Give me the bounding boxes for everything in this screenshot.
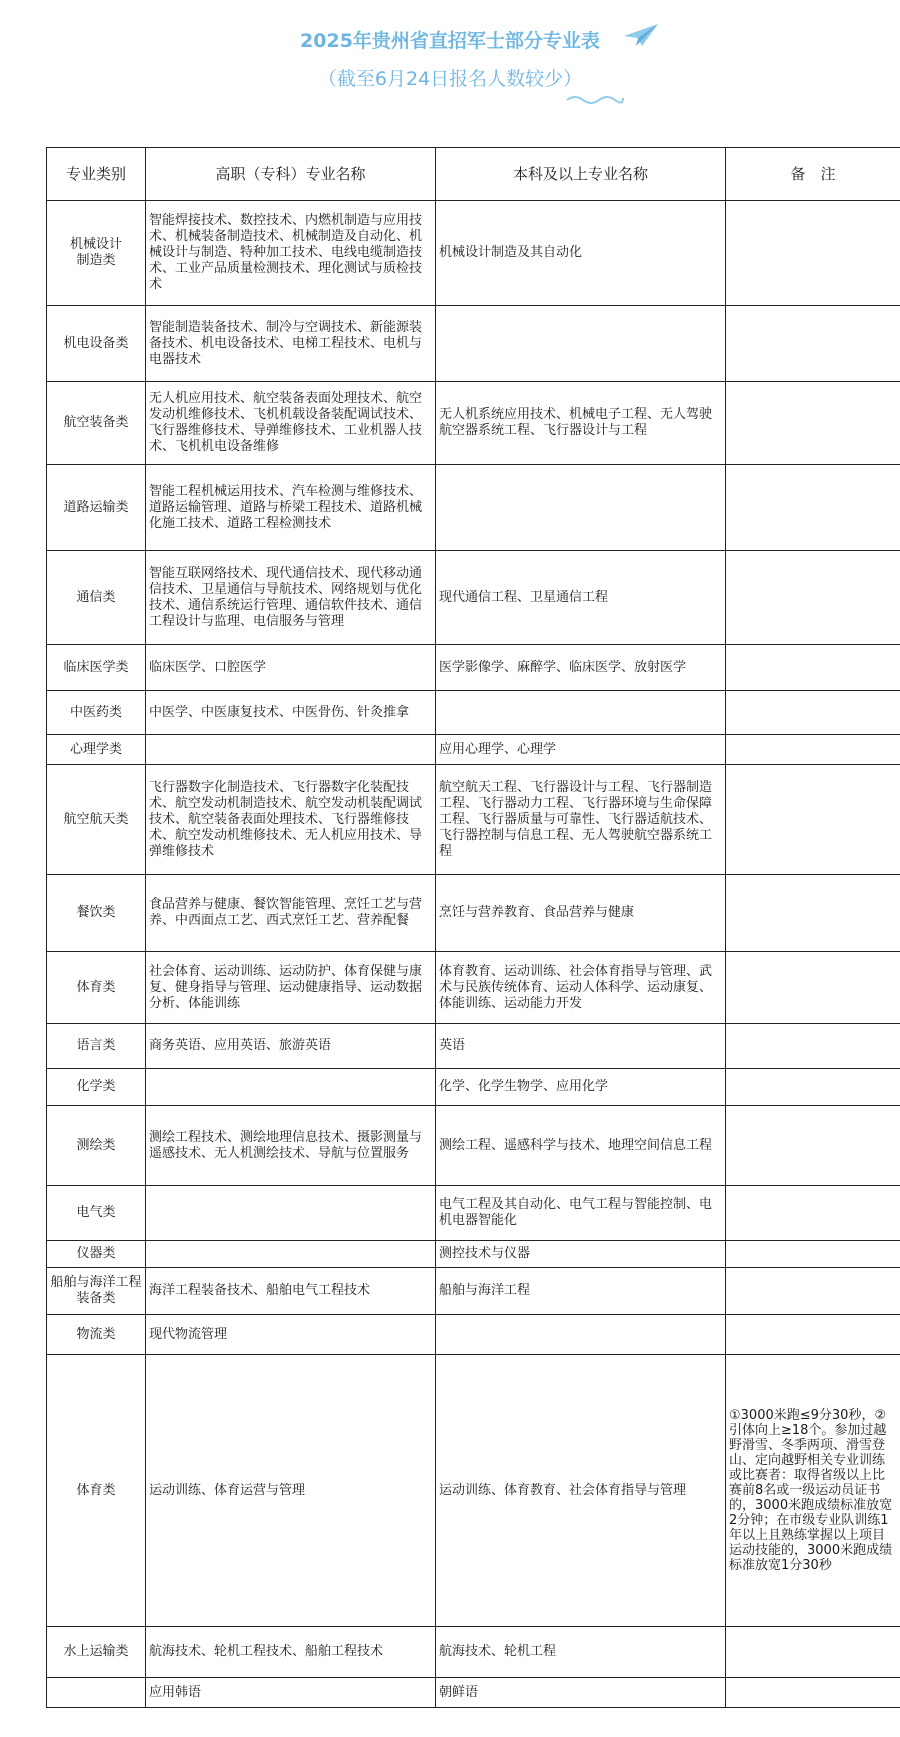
undergrad-cell: 电气工程及其自动化、电气工程与智能控制、电机电器智能化 bbox=[436, 1186, 726, 1241]
vocational-cell bbox=[146, 735, 436, 765]
table-row bbox=[47, 1106, 900, 1186]
paper-plane-icon bbox=[622, 22, 660, 48]
undergrad-cell: 朝鲜语 bbox=[436, 1678, 726, 1708]
undergrad-cell: 应用心理学、心理学 bbox=[436, 735, 726, 765]
vocational-cell: 海洋工程装备技术、船舶电气工程技术 bbox=[146, 1268, 436, 1315]
undergrad-cell: 航海技术、轮机工程 bbox=[436, 1627, 726, 1678]
undergrad-cell: 机械设计制造及其自动化 bbox=[436, 201, 726, 306]
category-cell: 心理学类 bbox=[47, 735, 146, 765]
table-row bbox=[47, 765, 900, 875]
vocational-cell: 无人机应用技术、航空装备表面处理技术、航空发动机维修技术、飞机机载设备装配调试技术、飞行器维修技术、导弹维修技术、工业机器人技术、飞机机电设备维修 bbox=[146, 382, 436, 465]
undergrad-cell bbox=[436, 691, 726, 735]
vocational-cell: 社会体育、运动训练、运动防护、体育保健与康复、健身指导与管理、运动健康指导、运动数据分析、体能训练 bbox=[146, 952, 436, 1024]
note-cell bbox=[726, 382, 900, 465]
category-cell: 航空航天类 bbox=[47, 765, 146, 875]
note-cell bbox=[726, 645, 900, 691]
table-row bbox=[47, 735, 900, 765]
undergrad-cell: 航空航天工程、飞行器设计与工程、飞行器制造工程、飞行器动力工程、飞行器环境与生命保障工程、飞行器质量与可靠性、飞行器适航技术、飞行器控制与信息工程、无人驾驶航空器系统工程 bbox=[436, 765, 726, 875]
note-cell bbox=[726, 1024, 900, 1069]
note-cell bbox=[726, 1268, 900, 1315]
category-cell: 语言类 bbox=[47, 1024, 146, 1069]
category-cell: 仪器类 bbox=[47, 1241, 146, 1268]
undergrad-cell: 医学影像学、麻醉学、临床医学、放射医学 bbox=[436, 645, 726, 691]
table-header-row bbox=[47, 148, 900, 201]
category-cell: 水上运输类 bbox=[47, 1627, 146, 1678]
vocational-cell: 应用韩语 bbox=[146, 1678, 436, 1708]
note-cell bbox=[726, 1069, 900, 1106]
undergrad-cell: 无人机系统应用技术、机械电子工程、无人驾驶航空器系统工程、飞行器设计与工程 bbox=[436, 382, 726, 465]
vocational-cell: 食品营养与健康、餐饮智能管理、烹饪工艺与营养、中西面点工艺、西式烹饪工艺、营养配餐 bbox=[146, 875, 436, 952]
category-cell: 航空装备类 bbox=[47, 382, 146, 465]
wave-decoration-icon bbox=[565, 92, 625, 106]
note-cell bbox=[726, 691, 900, 735]
undergrad-cell: 现代通信工程、卫星通信工程 bbox=[436, 551, 726, 645]
vocational-cell: 飞行器数字化制造技术、飞行器数字化装配技术、航空发动机制造技术、航空发动机装配调试技术、航空装备表面处理技术、飞行器维修技术、航空发动机维修技术、无人机应用技术、导弹维修技术 bbox=[146, 765, 436, 875]
note-cell bbox=[726, 551, 900, 645]
note-cell bbox=[726, 1627, 900, 1678]
note-cell bbox=[726, 875, 900, 952]
table-row bbox=[47, 1315, 900, 1355]
undergrad-cell bbox=[436, 465, 726, 551]
vocational-cell: 智能焊接技术、数控技术、内燃机制造与应用技术、机械装备制造技术、机械制造及自动化、机械设计与制造、特种加工技术、电线电缆制造技术、工业产品质量检测技术、理化测试与质检技术 bbox=[146, 201, 436, 306]
vocational-cell bbox=[146, 1241, 436, 1268]
column-header-note: 备 注 bbox=[726, 148, 900, 201]
undergrad-cell bbox=[436, 306, 726, 382]
table-row bbox=[47, 1268, 900, 1315]
vocational-cell: 智能工程机械运用技术、汽车检测与维修技术、道路运输管理、道路与桥梁工程技术、道路机械化施工技术、道路工程检测技术 bbox=[146, 465, 436, 551]
category-cell: 临床医学类 bbox=[47, 645, 146, 691]
undergrad-cell: 烹饪与营养教育、食品营养与健康 bbox=[436, 875, 726, 952]
vocational-cell bbox=[146, 1186, 436, 1241]
category-cell: 船舶与海洋工程装备类 bbox=[47, 1268, 146, 1315]
table-row bbox=[47, 691, 900, 735]
majors-table bbox=[46, 147, 900, 1708]
vocational-cell bbox=[146, 1069, 436, 1106]
vocational-cell: 智能制造装备技术、制冷与空调技术、新能源装备技术、机电设备技术、电梯工程技术、电机与电器技术 bbox=[146, 306, 436, 382]
vocational-cell: 临床医学、口腔医学 bbox=[146, 645, 436, 691]
page-title: 2025年贵州省直招军士部分专业表 bbox=[300, 30, 600, 52]
vocational-cell: 测绘工程技术、测绘地理信息技术、摄影测量与遥感技术、无人机测绘技术、导航与位置服务 bbox=[146, 1106, 436, 1186]
note-cell bbox=[726, 1106, 900, 1186]
category-cell: 机械设计 制造类 bbox=[47, 201, 146, 306]
undergrad-cell: 体育教育、运动训练、社会体育指导与管理、武术与民族传统体育、运动人体科学、运动康复、体能训练、运动能力开发 bbox=[436, 952, 726, 1024]
table-row bbox=[47, 952, 900, 1024]
undergrad-cell: 化学、化学生物学、应用化学 bbox=[436, 1069, 726, 1106]
note-cell bbox=[726, 735, 900, 765]
category-cell: 餐饮类 bbox=[47, 875, 146, 952]
table-row bbox=[47, 382, 900, 465]
table-row bbox=[47, 551, 900, 645]
table-row bbox=[47, 1355, 900, 1627]
table-row bbox=[47, 1186, 900, 1241]
vocational-cell: 商务英语、应用英语、旅游英语 bbox=[146, 1024, 436, 1069]
vocational-cell: 运动训练、体育运营与管理 bbox=[146, 1355, 436, 1627]
category-cell: 道路运输类 bbox=[47, 465, 146, 551]
table-row bbox=[47, 201, 900, 306]
undergrad-cell: 运动训练、体育教育、社会体育指导与管理 bbox=[436, 1355, 726, 1627]
note-cell bbox=[726, 952, 900, 1024]
vocational-cell: 航海技术、轮机工程技术、船舶工程技术 bbox=[146, 1627, 436, 1678]
column-header-vocational: 高职（专科）专业名称 bbox=[146, 148, 436, 201]
page-subtitle: （截至6月24日报名人数较少） bbox=[317, 68, 583, 90]
undergrad-cell: 英语 bbox=[436, 1024, 726, 1069]
undergrad-cell: 测绘工程、遥感科学与技术、地理空间信息工程 bbox=[436, 1106, 726, 1186]
note-cell bbox=[726, 1186, 900, 1241]
undergrad-cell bbox=[436, 1315, 726, 1355]
table-row bbox=[47, 1024, 900, 1069]
note-cell bbox=[726, 1241, 900, 1268]
table-row bbox=[47, 1241, 900, 1268]
note-cell bbox=[726, 201, 900, 306]
vocational-cell: 现代物流管理 bbox=[146, 1315, 436, 1355]
vocational-cell: 中医学、中医康复技术、中医骨伤、针灸推拿 bbox=[146, 691, 436, 735]
category-cell: 测绘类 bbox=[47, 1106, 146, 1186]
table-row bbox=[47, 645, 900, 691]
category-cell: 化学类 bbox=[47, 1069, 146, 1106]
category-cell: 电气类 bbox=[47, 1186, 146, 1241]
category-cell: 体育类 bbox=[47, 952, 146, 1024]
note-cell bbox=[726, 1678, 900, 1708]
table-row bbox=[47, 1678, 900, 1708]
undergrad-cell: 船舶与海洋工程 bbox=[436, 1268, 726, 1315]
category-cell: 机电设备类 bbox=[47, 306, 146, 382]
category-cell: 体育类 bbox=[47, 1355, 146, 1627]
table-row bbox=[47, 306, 900, 382]
category-cell bbox=[47, 1678, 146, 1708]
note-cell bbox=[726, 306, 900, 382]
table-row bbox=[47, 1069, 900, 1106]
undergrad-cell: 测控技术与仪器 bbox=[436, 1241, 726, 1268]
table-row bbox=[47, 875, 900, 952]
note-cell: ①3000米跑≤9分30秒，②引体向上≥18个。参加过越野滑雪、冬季两项、滑雪登山、定向越野相关专业训练或比赛者：取得省级以上比赛前8名或一级运动员证书的，3000米跑成绩标准放宽2分钟；在市级专业队训练1年以上且熟练掌握以上项目运动技能的，3000米跑成绩标准放宽1分30秒 bbox=[726, 1355, 900, 1627]
column-header-category: 专业类别 bbox=[47, 148, 146, 201]
table-row bbox=[47, 1627, 900, 1678]
category-cell: 中医药类 bbox=[47, 691, 146, 735]
category-cell: 物流类 bbox=[47, 1315, 146, 1355]
category-cell: 通信类 bbox=[47, 551, 146, 645]
table-row bbox=[47, 465, 900, 551]
note-cell bbox=[726, 465, 900, 551]
vocational-cell: 智能互联网络技术、现代通信技术、现代移动通信技术、卫星通信与导航技术、网络规划与优化技术、通信系统运行管理、通信软件技术、通信工程设计与监理、电信服务与管理 bbox=[146, 551, 436, 645]
note-cell bbox=[726, 765, 900, 875]
note-cell bbox=[726, 1315, 900, 1355]
column-header-undergrad: 本科及以上专业名称 bbox=[436, 148, 726, 201]
